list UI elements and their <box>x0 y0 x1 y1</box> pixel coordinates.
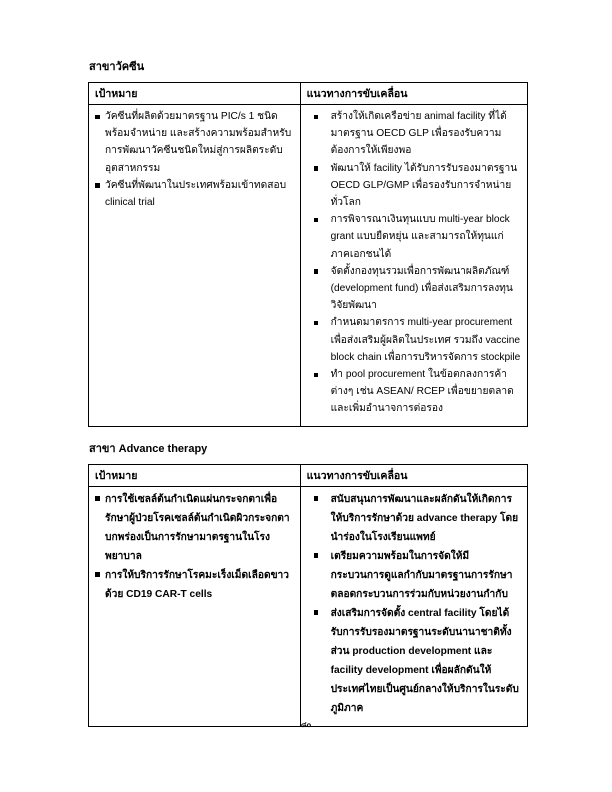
approaches-cell <box>300 105 527 427</box>
approach-column-header: แนวทางการขับเคลื่อน <box>300 464 527 486</box>
document-content <box>88 60 528 727</box>
approach-item: สร้างให้เกิดเครือข่าย animal facility ที่ได้มาตรฐาน OECD GLP เพื่อรองรับความต้องการให้เพียงพอ <box>307 108 521 160</box>
approaches-list <box>307 108 521 418</box>
goals-cell <box>89 105 301 427</box>
approach-item: พัฒนาให้ facility ได้รับการรับรองมาตรฐาน OECD GLP/GMP เพื่อรองรับการจำหน่ายทั่วโลก <box>307 160 521 212</box>
goal-item: การให้บริการรักษาโรคมะเร็งเม็ดเลือดขาวด้วย CD19 CAR-T cells <box>95 566 294 604</box>
goals-list <box>95 490 294 604</box>
approach-item: ส่งเสริมการจัดตั้ง central facility โดยได้รับการรับรองมาตรฐานระดับนานาชาติทั้งส่วน production development และ facility development เพื่อผลักดันให้ประเทศไทยเป็นศูนย์กลางให้บริการในระดับภูมิภาค <box>307 604 521 718</box>
advance-therapy-table <box>88 464 528 727</box>
approach-item: การพิจารณาเงินทุนแบบ multi-year block grant แบบยืดหยุ่น และสามารถให้ทุนแก่ภาคเอกชนได้ <box>307 211 521 263</box>
goal-item: วัคซีนที่พัฒนาในประเทศพร้อมเข้าทดสอบ clinical trial <box>95 177 294 211</box>
approach-item: กำหนดมาตรการ multi-year procurement เพื่อส่งเสริมผู้ผลิตในประเทศ รวมถึง vaccine block chain เพื่อการบริหารจัดการ stockpile <box>307 314 521 366</box>
approaches-list <box>307 490 521 718</box>
goals-list <box>95 108 294 211</box>
goal-item: วัคซีนที่ผลิตด้วยมาตรฐาน PIC/s 1 ชนิดพร้อมจำหน่าย และสร้างความพร้อมสำหรับการพัฒนาวัคซีนชนิดใหม่สู่การผลิตระดับอุตสาหกรรม <box>95 108 294 177</box>
page-number: ๘๐ <box>300 720 312 729</box>
goals-cell <box>89 486 301 726</box>
goal-item: การใช้เซลล์ต้นกำเนิดแผ่นกระจกตาเพื่อรักษาผู้ป่วยโรคเซลล์ต้นกำเนิดผิวกระจกตาบกพร่องเป็นการรักษามาตรฐานในโรงพยาบาล <box>95 490 294 566</box>
vaccine-table <box>88 82 528 427</box>
approach-item: สนับสนุนการพัฒนาและผลักดันให้เกิดการให้บริการรักษาด้วย advance therapy โดยนำร่องในโรงเรียนแพทย์ <box>307 490 521 547</box>
section-title-vaccine: สาขาวัคซีน <box>89 61 145 73</box>
approaches-cell <box>300 486 527 726</box>
table-header-row <box>89 83 528 105</box>
goal-column-header: เป้าหมาย <box>89 83 301 105</box>
approach-item: เตรียมความพร้อมในการจัดให้มีกระบวนการดูแลกำกับมาตรฐานการรักษาตลอดกระบวนการร่วมกับหน่วยงานกำกับ <box>307 547 521 604</box>
section-advance-therapy <box>88 442 528 727</box>
section-title-advance-therapy: สาขา Advance therapy <box>89 442 208 455</box>
approach-column-header: แนวทางการขับเคลื่อน <box>300 83 527 105</box>
goal-column-header: เป้าหมาย <box>89 464 301 486</box>
approach-item: ทำ pool procurement ในข้อตกลงการค้าต่างๆ เช่น ASEAN/ RCEP เพื่อขยายตลาดและเพิ่มอำนาจการต่อรอง <box>307 366 521 418</box>
approach-item: จัดตั้งกองทุนรวมเพื่อการพัฒนาผลิตภัณฑ์ (development fund) เพื่อส่งเสริมการลงทุนวิจัยพัฒนา <box>307 263 521 315</box>
table-body-row <box>89 105 528 427</box>
section-vaccine <box>88 60 528 427</box>
table-header-row <box>89 464 528 486</box>
table-body-row <box>89 486 528 726</box>
